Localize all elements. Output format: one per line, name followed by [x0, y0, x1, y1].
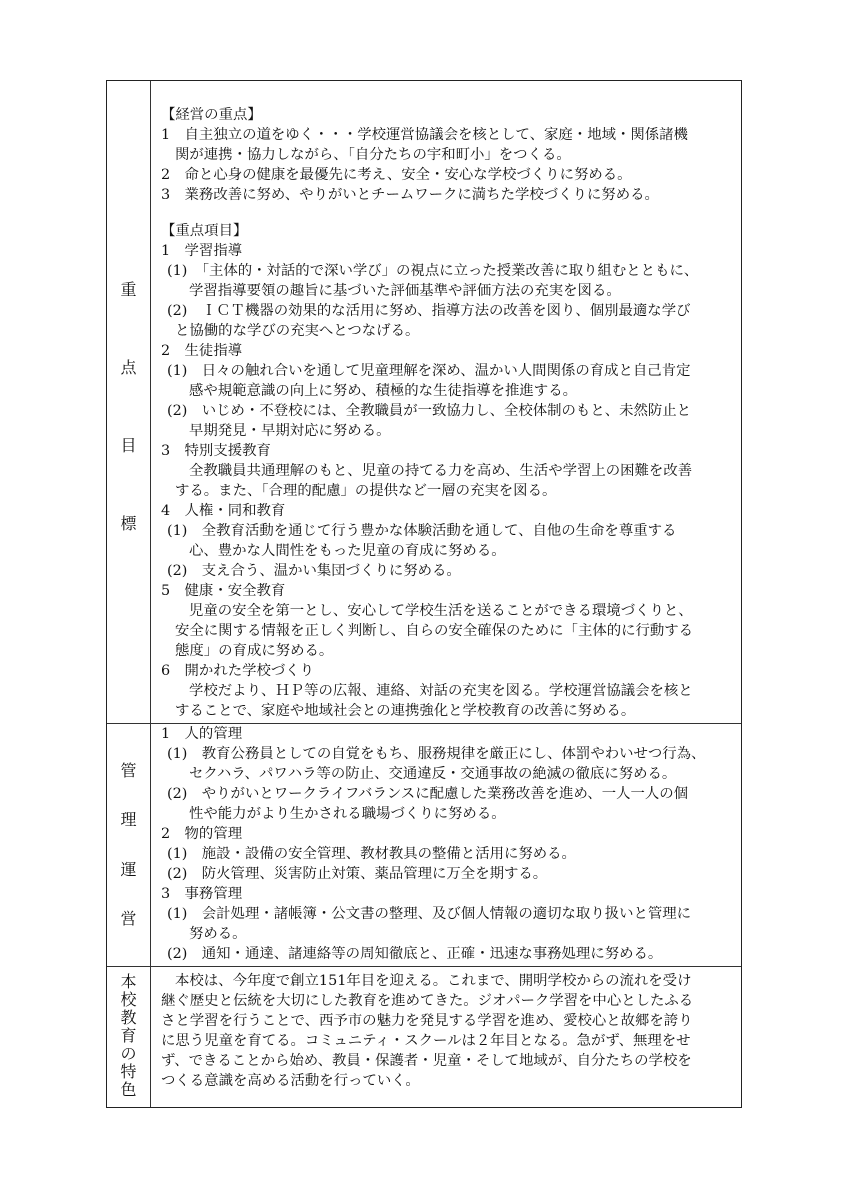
section-body	[151, 967, 741, 1107]
text-line: セクハラ、パワハラ等の防止、交通違反・交通事故の絶滅の徹底に努める。	[189, 766, 677, 782]
text-line: 全教職員共通理解のもと、児童の持てる力を高め、生活や学習上の困難を改善	[189, 463, 693, 479]
text-line: 1 学習指導	[161, 243, 243, 259]
text-line: (2) 通知・通達、諸連絡等の周知徹底と、正確・迅速な事務処理に努める。	[167, 946, 663, 962]
text-line: 関が連携・協力しながら、「自分たちの宇和町小」をつくる。	[175, 147, 571, 163]
school-plan-table	[106, 80, 742, 1108]
text-line: 2 生徒指導	[161, 343, 243, 359]
heading: 【経営の重点】	[161, 107, 262, 123]
section-school-features	[107, 967, 741, 1107]
text-line: と協働的な学びの充実へとつなげる。	[175, 323, 420, 339]
text-line: 3 事務管理	[161, 886, 243, 902]
text-line: (2) 防火管理、災害防止対策、薬品管理に万全を期する。	[167, 866, 548, 882]
text-line: 努める。	[189, 926, 247, 942]
section-label: 管 理 運 営	[107, 724, 151, 966]
text-line: 2 命と心身の健康を最優先に考え、安全・安心な学校づくりに努める。	[161, 167, 632, 183]
section-body	[151, 724, 741, 966]
text-line: 心、豊かな人間性をもった児童の育成に努める。	[189, 543, 506, 559]
section-priority-goals	[107, 81, 741, 724]
text-line: 4 人権・同和教育	[161, 503, 286, 519]
text-line: さと学習を行うことで、西予市の魅力を発見する学習を進め、愛校心と故郷を誇り	[161, 1013, 693, 1029]
text-line: 学習指導要領の趣旨に基づいた評価基準や評価方法の充実を図る。	[189, 283, 621, 299]
text-line: 感や規範意識の向上に努め、積極的な生徒指導を推進する。	[189, 383, 577, 399]
text-line: 3 業務改善に努め、やりがいとチームワークに満ちた学校づくりに努める。	[161, 187, 659, 203]
text-line: 1 人的管理	[161, 726, 243, 742]
section-label: 重 点 目 標	[107, 81, 151, 723]
text-line: 本校は、今年度で創立151年目を迎える。これまで、開明学校からの流れを受け	[175, 973, 692, 989]
text-line: に思う児童を育てる。コミュニティ・スクールは２年目となる。急がず、無理をせ	[161, 1033, 691, 1049]
section-body	[151, 81, 741, 723]
text-line: (2) ＩＣＴ機器の効果的な活用に努め、指導方法の改善を図り、個別最適な学び	[167, 303, 691, 319]
text-line: (1) 施設・設備の安全管理、教材教具の整備と活用に努める。	[167, 846, 576, 862]
text-line: する。また、「合理的配慮」の提供など一層の充実を図る。	[175, 483, 557, 499]
text-line: 6 開かれた学校づくり	[161, 663, 315, 679]
section-label: 本 校 教 育 の 特 色	[107, 967, 151, 1107]
text-line: ず、できることから始め、教員・保護者・児童・そして地域が、自分たちの学校を	[161, 1053, 692, 1069]
text-line: (1) 日々の触れ合いを通して児童理解を深め、温かい人間関係の育成と自己肯定	[167, 363, 691, 379]
text-line: 1 自主独立の道をゆく・・・学校運営協議会を核として、家庭・地域・関係諸機	[161, 127, 688, 143]
text-line: 3 特別支援教育	[161, 443, 271, 459]
text-line: つくる意識を高める活動を行っていく。	[161, 1073, 420, 1089]
text-line: 継ぐ歴史と伝統を大切にした教育を進めてきた。ジオパーク学習を中心としたふる	[161, 993, 694, 1009]
text-line: (1) 「主体的・対話的で深い学び」の視点に立った授業改善に取り組むとともに、	[167, 263, 699, 279]
text-line: 学校だより、ＨＰ等の広報、連絡、対話の充実を図る。学校運営協議会を核と	[189, 683, 693, 699]
text-line: 早期発見・早期対応に努める。	[189, 423, 391, 439]
text-line: 態度」の育成に努める。	[175, 643, 334, 659]
section-management	[107, 724, 741, 967]
text-line: (2) 支え合う、温かい集団づくりに努める。	[167, 563, 461, 579]
text-line: 5 健康・安全教育	[161, 583, 286, 599]
text-line: 児童の安全を第一とし、安心して学校生活を送ることができる環境づくりと、	[189, 603, 693, 619]
text-line: 2 物的管理	[161, 826, 243, 842]
text-line: 安全に関する情報を正しく判断し、自らの安全確保のために「主体的に行動する	[175, 623, 694, 639]
text-line: (2) いじめ・不登校には、全教職員が一致協力し、全校体制のもと、未然防止と	[167, 403, 692, 419]
text-line: (1) 教育公務員としての自覚をもち、服務規律を厳正にし、体罰やわいせつ行為、	[167, 746, 706, 762]
text-line: (1) 会計処理・諸帳簿・公文書の整理、及び個人情報の適切な取り扱いと管理に	[167, 906, 692, 922]
text-line: (2) やりがいとワークライフバランスに配慮した業務改善を進め、一人一人の個	[167, 786, 689, 802]
text-line: 性や能力がより生かされる職場づくりに努める。	[189, 806, 506, 822]
text-line: (1) 全教育活動を通じて行う豊かな体験活動を通して、自他の生命を尊重する	[167, 523, 677, 539]
heading: 【重点項目】	[161, 223, 248, 239]
text-line: することで、家庭や地域社会との連携強化と学校教育の改善に努める。	[175, 703, 636, 719]
